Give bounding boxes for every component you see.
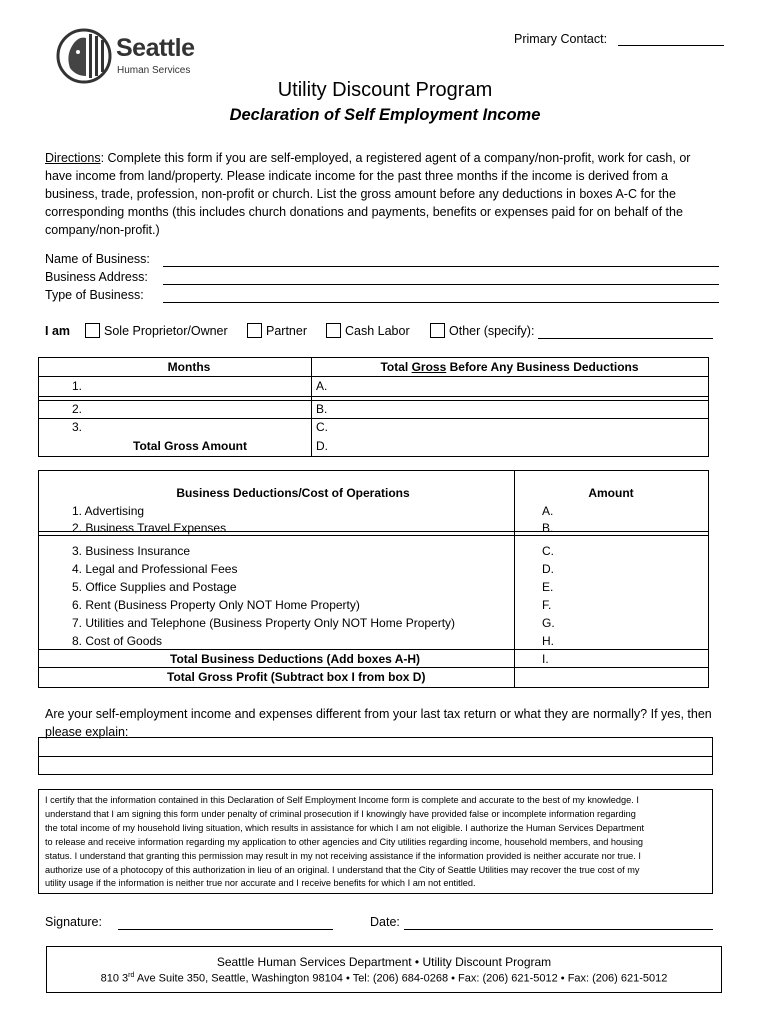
cash-labor-checkbox[interactable] <box>326 323 341 338</box>
certification-box <box>38 789 713 894</box>
seattle-logo-icon <box>56 28 114 84</box>
i-am-label: I am <box>45 324 71 338</box>
page-subtitle: Declaration of Self Employment Income <box>229 106 541 124</box>
month-1-label: 1. <box>72 379 83 393</box>
gross-header: Total Gross Before Any Business Deductions <box>380 360 639 374</box>
box-d[interactable]: D. <box>316 439 328 453</box>
deduction-row: 1. Advertising <box>72 504 145 518</box>
other-label: Other (specify): <box>449 324 535 338</box>
directions-line: have income from land/property. Please indicate income for the past three months if the income is derived from a <box>45 169 668 183</box>
date-label: Date: <box>370 915 400 929</box>
month-3-label: 3. <box>72 420 83 434</box>
cash-labor-label: Cash Labor <box>345 324 410 338</box>
business-type-label: Type of Business: <box>45 288 144 302</box>
other-specify-field[interactable] <box>538 338 713 339</box>
deduction-row: 3. Business Insurance <box>72 544 191 558</box>
deduction-box-d[interactable]: D. <box>542 562 554 576</box>
other-checkbox[interactable] <box>430 323 445 338</box>
partner-label: Partner <box>266 324 307 338</box>
footer-address: 810 3rd Ave Suite 350, Seattle, Washington 98104 • Tel: (206) 684-0268 • Fax: (206) 621-5012 • Fax: (206) 621-5012 <box>100 972 668 985</box>
partner-checkbox[interactable] <box>247 323 262 338</box>
sole-proprietor-label: Sole Proprietor/Owner <box>104 324 228 338</box>
deduction-row: 7. Utilities and Telephone (Business Property Only NOT Home Property) <box>72 616 456 630</box>
deduction-box-b[interactable]: B. <box>542 521 554 535</box>
month-2-label: 2. <box>72 402 83 416</box>
primary-contact-label: Primary Contact: <box>514 32 608 46</box>
deduction-row: 5. Office Supplies and Postage <box>72 580 237 594</box>
deduction-row: 6. Rent (Business Property Only NOT Home Property) <box>72 598 360 612</box>
deduction-box-a[interactable]: A. <box>542 504 554 518</box>
deduction-box-c[interactable]: C. <box>542 544 554 558</box>
business-address-field[interactable] <box>163 284 719 285</box>
directions-line: corresponding months (this includes church donations and payments, benefits or expenses paid for on behalf of the <box>45 205 683 219</box>
deductions-table <box>38 470 709 688</box>
certification-text: I certify that the information contained in this Declaration of Self Employment Income form is complete and accurate to the best of my knowledge. I understand that I am signing this form under penalty of criminal prosecution if I knowingly have provided false or incomplete information regarding the total income of my household living situation, which results in assistance for which I am not eligible. I authorize the Human Services Department to release and receive information regarding my application to other agencies and City utilities regarding income, household members, and housing status. I understand that granting this permission may result in my not receiving assistance if the information provided is neither accurate nor true. I authorize use of a photocopy of this authorization in lieu of an original. I understand that the City of Seattle Utilities may recover the true cost of my utility usage if the information is neither true nor accurate and I receive benefits for which I am not entitled. <box>45 795 645 889</box>
footer-box <box>46 946 722 993</box>
directions-line: business, trade, profession, non-profit or church. List the gross amount before any deductions in boxes A-C for the <box>45 187 676 201</box>
directions-line: : Complete this form if you are self-employed, a registered agent of a company/non-profit, work for cash, or <box>100 151 691 165</box>
sole-proprietor-checkbox[interactable] <box>85 323 100 338</box>
directions-label: Directions <box>45 151 101 165</box>
business-name-field[interactable] <box>163 266 719 267</box>
amount-header: Amount <box>588 486 634 500</box>
total-gross-amount-label: Total Gross Amount <box>133 439 247 453</box>
logo-subtitle: Human Services <box>117 65 191 76</box>
deductions-header: Business Deductions/Cost of Operations <box>176 486 410 500</box>
signature-label: Signature: <box>45 915 102 929</box>
signature-field[interactable] <box>118 929 333 930</box>
box-c[interactable]: C. <box>316 420 328 434</box>
logo-name: Seattle <box>116 34 195 62</box>
months-header: Months <box>167 360 211 374</box>
business-name-label: Name of Business: <box>45 252 150 266</box>
explanation-box[interactable] <box>38 737 713 775</box>
primary-contact-field[interactable] <box>618 45 724 46</box>
seattle-logo <box>56 28 216 84</box>
deduction-row: 2. Business Travel Expenses <box>72 521 227 535</box>
total-gross-profit-label: Total Gross Profit (Subtract box I from box D) <box>167 670 426 684</box>
directions <box>45 149 735 239</box>
deduction-box-g[interactable]: G. <box>542 616 555 630</box>
deduction-box-f[interactable]: F. <box>542 598 552 612</box>
page-title: Utility Discount Program <box>277 79 493 101</box>
total-deductions-label: Total Business Deductions (Add boxes A-H) <box>170 652 421 666</box>
deduction-box-e[interactable]: E. <box>542 580 554 594</box>
deduction-box-h[interactable]: H. <box>542 634 554 648</box>
deduction-row: 8. Cost of Goods <box>72 634 163 648</box>
income-question: Are your self-employment income and expenses different from your last tax return or what they are normally? If yes, then please explain: <box>45 707 712 739</box>
business-address-label: Business Address: <box>45 270 148 284</box>
box-b[interactable]: B. <box>316 402 328 416</box>
box-a[interactable]: A. <box>316 379 328 393</box>
footer-department: Seattle Human Services Department • Utility Discount Program <box>216 955 552 969</box>
directions-line: company/non-profit.) <box>45 223 160 237</box>
months-table <box>38 357 709 457</box>
date-field[interactable] <box>404 929 713 930</box>
business-type-field[interactable] <box>163 302 719 303</box>
deduction-row: 4. Legal and Professional Fees <box>72 562 238 576</box>
deduction-box-i[interactable]: I. <box>542 652 549 666</box>
